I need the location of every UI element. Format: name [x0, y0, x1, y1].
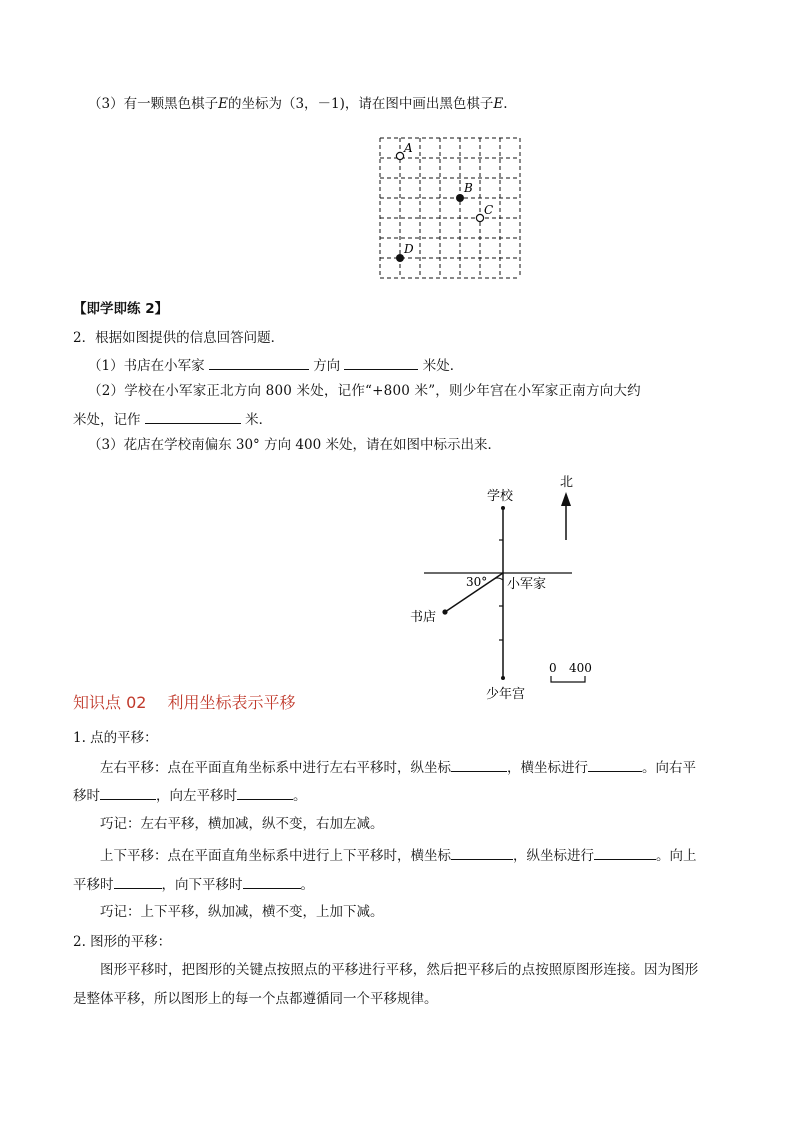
ud-b: ，纵坐标进行 — [513, 848, 594, 864]
section-title: 知识点 02 利用坐标表示平移 — [73, 693, 296, 712]
q2-1-a: （1）书店在小军家 — [88, 358, 205, 374]
ud-c: 。向上 — [656, 848, 697, 864]
bookstore-dot — [442, 609, 447, 614]
point-d-marker — [396, 254, 404, 262]
school-label: 学校 — [487, 489, 514, 504]
q3-line — [88, 95, 508, 113]
practice-tag: 【即学即练 2】 — [73, 301, 169, 317]
q2-1-blank-distance[interactable] — [344, 355, 418, 370]
q2-part3: （3）花店在学校南偏东 30° 方向 400 米处，请在如图中标示出来． — [88, 437, 501, 453]
map-figure — [400, 470, 610, 702]
scale-zero: 0 — [549, 661, 557, 675]
lr-b: ，横坐标进行 — [507, 760, 588, 776]
q2-2-blank[interactable] — [145, 409, 241, 424]
q3-label: （3）有一颗黑色棋子 — [88, 96, 219, 112]
var-e-2: E — [493, 96, 504, 112]
lr-blank-1[interactable] — [451, 757, 507, 772]
tip-1: 巧记：左右平移，横加减，纵不变，右加左减。 — [100, 816, 384, 832]
angle-label: 30° — [466, 575, 488, 589]
point-b-marker — [456, 194, 464, 202]
q2-1-c: 米处． — [422, 358, 464, 374]
figure-translation-line2: 是整体平移，所以图形上的每一个点都遵循同一个平移规律。 — [73, 991, 438, 1007]
ud-blank-3[interactable] — [114, 874, 162, 889]
lr-d: 移时 — [73, 788, 100, 804]
ud-e: ，向下平移时 — [161, 877, 243, 893]
point-a-marker — [396, 152, 403, 159]
figure-translation-line1: 图形平移时，把图形的关键点按照点的平移进行平移，然后把平移后的点按照原图形连接。因为图形 — [100, 962, 699, 978]
lr-blank-2[interactable] — [588, 757, 642, 772]
point-b-label: B — [464, 181, 473, 195]
point-c-label: C — [484, 203, 494, 217]
q3-mid: 的坐标为（3，－1)，请在图中画出黑色棋子 — [227, 96, 494, 112]
lr-blank-4[interactable] — [237, 785, 293, 800]
q2-2-a: 米处，记作 — [73, 412, 141, 428]
lr-line2 — [73, 785, 307, 805]
youth-palace-dot — [501, 676, 505, 680]
ud-f: 。 — [300, 877, 314, 893]
q2-1-b: 方向 — [313, 358, 341, 374]
ud-a: 上下平移：点在平面直角坐标系中进行上下平移时，横坐标 — [100, 848, 451, 864]
q2-intro: 2．根据如图提供的信息回答问题． — [73, 330, 285, 346]
ud-d: 平移时 — [73, 877, 114, 893]
home-label: 小军家 — [507, 577, 547, 592]
ud-blank-1[interactable] — [451, 845, 513, 860]
lr-f: 。 — [293, 788, 307, 804]
q2-part2-line2 — [73, 409, 272, 429]
grid-figure — [376, 134, 524, 282]
q2-1-blank-direction[interactable] — [209, 355, 309, 370]
q2-part2-line1: （2）学校在小军家正北方向 800 米处，记作“+800 米”，则少年宫在小军家正南方向大约 — [88, 383, 641, 399]
lr-blank-3[interactable] — [100, 785, 156, 800]
var-e: E — [218, 96, 228, 112]
ud-blank-2[interactable] — [594, 845, 656, 860]
point-d-label: D — [404, 242, 414, 256]
point-translation-title: 1. 点的平移： — [73, 730, 158, 746]
north-arrow — [561, 492, 571, 540]
lr-line1 — [100, 757, 696, 777]
lr-e: ，向左平移时 — [156, 788, 237, 804]
bookstore-label: 书店 — [410, 610, 437, 625]
figure-translation-title: 2. 图形的平移： — [73, 934, 172, 950]
point-a-label: A — [404, 141, 413, 155]
lr-a: 左右平移：点在平面直角坐标系中进行左右平移时，纵坐标 — [100, 760, 451, 776]
scale-value: 400 — [569, 661, 592, 675]
ud-line1 — [100, 845, 697, 865]
q2-part1 — [88, 355, 463, 375]
tip-2: 巧记：上下平移，纵加减，横不变，上加下减。 — [100, 904, 384, 920]
youth-palace-label: 少年宫 — [486, 687, 526, 702]
north-label: 北 — [560, 475, 574, 490]
scale-bar — [551, 676, 585, 682]
point-c-marker — [476, 214, 483, 221]
q3-end: . — [503, 96, 508, 112]
ud-blank-4[interactable] — [243, 874, 301, 889]
lr-c: 。向右平 — [642, 760, 696, 776]
q2-2-b: 米． — [245, 412, 273, 428]
ud-line2 — [73, 874, 314, 894]
